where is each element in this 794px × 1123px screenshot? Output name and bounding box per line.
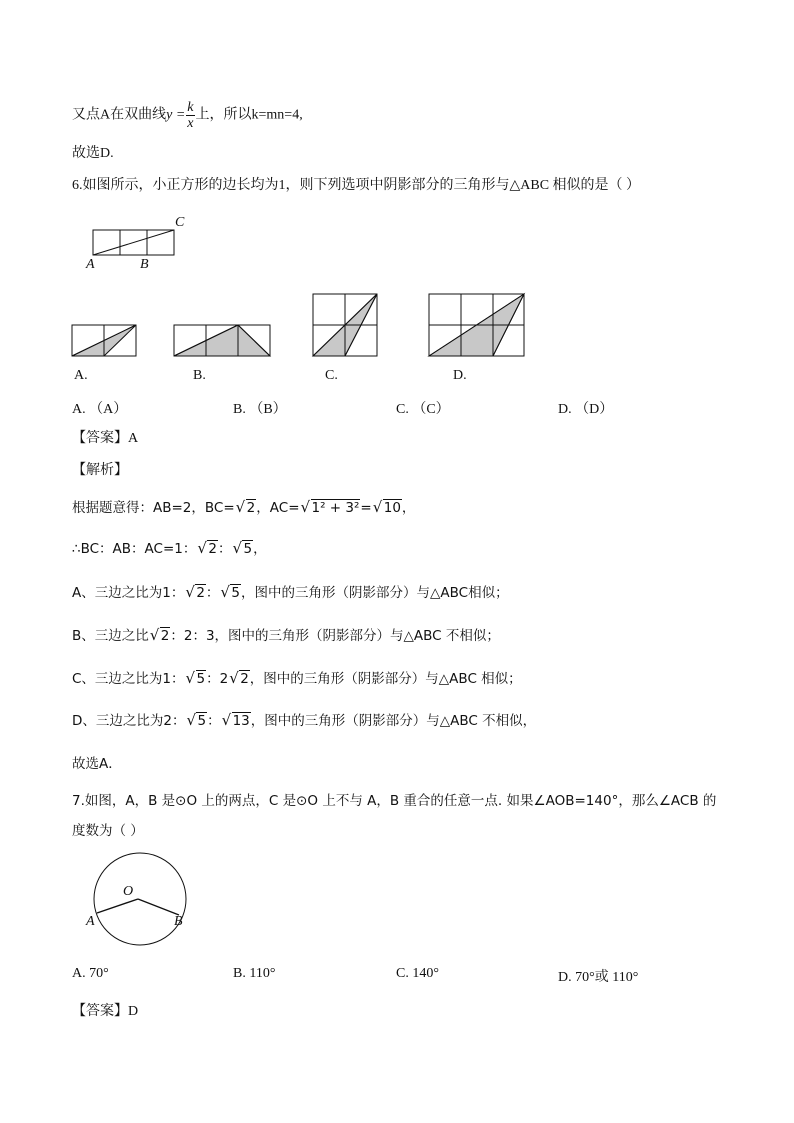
option-b-fig-label: B. bbox=[193, 368, 206, 383]
q7-stem-line2: 度数为（ ） bbox=[72, 823, 144, 839]
solC-post: ，图中的三角形（阴影部分）与△ABC 相似； bbox=[249, 671, 522, 687]
q6-choice-b: B. （B） bbox=[233, 402, 287, 417]
sqrt-5: √ 5 bbox=[187, 670, 207, 688]
sol2-text: ∴BC：AB：AC=1： bbox=[72, 541, 197, 557]
prev-solution-conclusion: 故选D. bbox=[72, 146, 114, 161]
hyperbola-lhs: y = bbox=[166, 107, 186, 123]
solD-post: ，图中的三角形（阴影部分）与△ABC 不相似， bbox=[250, 713, 537, 729]
q7-choice-c: C. 140° bbox=[396, 966, 439, 981]
sqrt-5: √ 5 bbox=[187, 712, 207, 730]
sqrt-10: √ 10 bbox=[374, 499, 402, 517]
q7-stem-line1: 7.如图，A，B 是⊙O 上的两点，C 是⊙O 上不与 A，B 重合的任意一点. 如果∠AOB=140°，那么∠ACB 的 bbox=[72, 793, 717, 809]
q7-choice-a: A. 70° bbox=[72, 966, 109, 981]
sqrt-2: √ 2 bbox=[230, 670, 250, 688]
q6-final: 故选A． bbox=[72, 756, 122, 772]
option-a-fig-label: A. bbox=[74, 368, 88, 383]
q6-stem: 6.如图所示，小正方形的边长均为1，则下列选项中阴影部分的三角形与△ABC 相似的是（ ） bbox=[72, 178, 641, 193]
prev-solution-text-pre: 又点A在双曲线 bbox=[72, 107, 167, 123]
sqrt-1sq-3sq: √ 1² + 3² bbox=[302, 499, 361, 517]
option-d-fig-label: D. bbox=[453, 368, 467, 383]
fraction-numerator: k bbox=[187, 100, 194, 115]
q6-label-a: A bbox=[86, 257, 95, 272]
q7-label-b: B bbox=[174, 914, 183, 929]
solA-post: ，图中的三角形（阴影部分）与△ABC相似； bbox=[241, 585, 509, 601]
solC-text: C、三边之比为1： bbox=[72, 671, 185, 687]
sol2-post: ， bbox=[253, 541, 267, 557]
sqrt-2: √ 2 bbox=[186, 584, 206, 602]
q6-choice-a: A. （A） bbox=[72, 402, 128, 417]
sqrt-13: √ 13 bbox=[223, 712, 251, 730]
q6-answer: 【答案】A bbox=[72, 431, 139, 446]
sqrt-2: √ 2 bbox=[198, 540, 218, 558]
sol1-eq: = bbox=[360, 500, 372, 516]
sol1-post: ， bbox=[401, 500, 416, 516]
q6-analysis-title: 【解析】 bbox=[72, 463, 128, 478]
sol2-mid: ： bbox=[217, 541, 232, 557]
solD-text: D、三边之比为2： bbox=[72, 713, 186, 729]
prev-solution-text-post: 上，所以k=mn=4, bbox=[195, 107, 303, 123]
sqrt-5: √ 5 bbox=[221, 584, 241, 602]
q7-choice-b: B. 110° bbox=[233, 966, 276, 981]
sol1-mid: ，AC= bbox=[256, 500, 300, 516]
solB-post: ：2：3，图中的三角形（阴影部分）与△ABC 不相似； bbox=[170, 628, 500, 644]
q7-answer: 【答案】D bbox=[72, 1004, 139, 1019]
q7-choice-d: D. 70°或 110° bbox=[558, 970, 639, 985]
sol1-text: 根据题意得：AB=2，BC= bbox=[72, 500, 235, 516]
sqrt-2: √ 2 bbox=[237, 499, 257, 517]
solA-text: A、三边之比为1： bbox=[72, 585, 185, 601]
sqrt-2: √ 2 bbox=[151, 627, 171, 645]
option-c-fig-label: C. bbox=[325, 368, 338, 383]
solD-mid: ： bbox=[207, 713, 221, 729]
q6-choice-c: C. （C） bbox=[396, 402, 450, 417]
q6-choice-d: D. （D） bbox=[558, 402, 614, 417]
fraction-denominator: x bbox=[187, 116, 194, 131]
solC-mid: ：2 bbox=[206, 671, 229, 687]
q6-label-b: B bbox=[140, 257, 149, 272]
solA-mid: ： bbox=[205, 585, 220, 601]
sqrt-5: √ 5 bbox=[233, 540, 253, 558]
q7-label-o: O bbox=[123, 884, 134, 899]
solB-text: B、三边之比 bbox=[72, 628, 149, 644]
q6-label-c: C bbox=[175, 215, 185, 230]
q7-label-a: A bbox=[86, 914, 95, 929]
